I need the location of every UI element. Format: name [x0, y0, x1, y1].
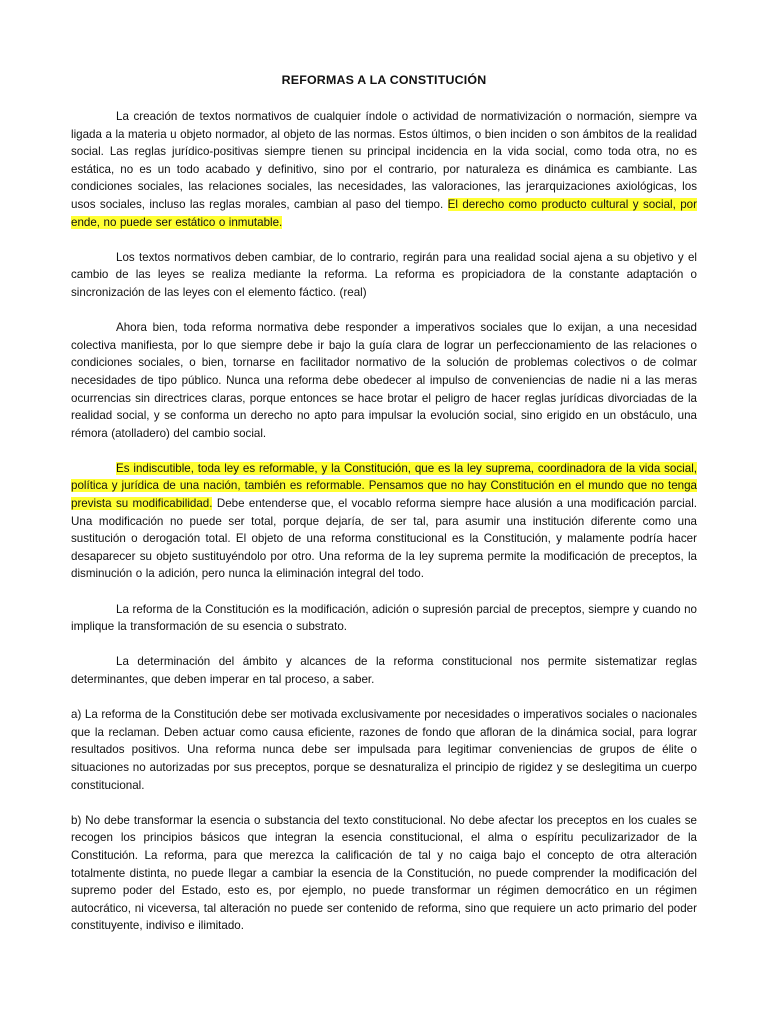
paragraph-1-text: La creación de textos normativos de cualquier índole o actividad de normativización o normación, siempre va ligada a la materia u objeto normador, al objeto de las normas. Estos últimos, o bien inciden o son ámbitos de la realidad social. Las reglas jurídico-positivas siempre tienen su principal incidencia en la vida social, como toda otra, no es estática, no es un todo acabado y definitivo, sino por el contrario, por naturaleza es dinámica es cambiante. Las condiciones sociales, las relaciones sociales, las necesidades, las valoraciones, las jerarquizaciones axiológicas, los usos sociales, incluso las reglas morales, cambian al paso del tiempo. — [71, 110, 697, 211]
list-item-b: b) No debe transformar la esencia o substancia del texto constitucional. No debe afectar los preceptos en los cuales se recogen los principios básicos que integran la esencia constitucional, el alma o espíritu peculizarizador de la Constitución. La reforma, para que merezca la calificación de tal y no caiga bajo el concepto de otra alteración totalmente distinta, no puede llegar a cambiar la esencia de la Constitución, no puede comprender la modificación del supremo poder del Estado, esto es, por ejemplo, no puede transformar un régimen democrático en un régimen autocrático, ni viceversa, tal alteración no puede ser contenido de reforma, sino que requiere un acto primario del poder constituyente, indiviso e ilimitado. — [71, 813, 697, 933]
paragraph-1 — [71, 108, 697, 231]
document-page — [71, 72, 697, 953]
paragraph-6: La determinación del ámbito y alcances de la reforma constitucional nos permite sistematizar reglas determinantes, que deben imperar en tal proceso, a saber. — [71, 655, 697, 686]
document-title: REFORMAS A LA CONSTITUCIÓN — [281, 73, 487, 87]
paragraph-3: Ahora bien, toda reforma normativa debe responder a imperativos sociales que lo exijan, a una necesidad colectiva manifiesta, por lo que siempre debe ir bajo la guía clara de lograr un perfeccionamiento de las relaciones o condiciones sociales, o bien, tornarse en facilitador normativo de la solución de problemas colectivos o de colmar necesidades de tipo público. Nunca una reforma debe obedecer al impulso de conveniencias de nadie ni a las meras ocurrencias sin directrices claras, porque entonces se hace brotar el peligro de hacer reglas jurídicas divorciadas de la realidad social, y se conforma un derecho no apto para impulsar la evolución social, sino erigido en un obstáculo, una rémora (atolladero) del cambio social. — [71, 321, 697, 440]
paragraph-4 — [71, 460, 697, 583]
paragraph-2: Los textos normativos deben cambiar, de lo contrario, regirán para una realidad social ajena a su objetivo y el cambio de las leyes se realiza mediante la reforma. La reforma es propiciadora de la constante adaptación o sincronización de las leyes con el elemento fáctico. (real) — [71, 250, 697, 299]
paragraph-4-highlight: Es indiscutible, toda ley es reformable, y la Constitución, que es la ley suprema, coordinadora de la vida social, política y jurídica de una nación, también es reformable. Pensamos que no hay Constitución en el mundo que no tenga prevista su modificabilidad. — [71, 461, 697, 511]
paragraph-4-text: Debe entenderse que, el vocablo reforma siempre hace alusión a una modificación parcial. Una modificación no puede ser total, porque dejaría, de ser tal, para asumir una institución diferente como una sustitución o derogación total. El objeto de una reforma constitucional es la Constitución, y malamente podría hacer desaparecer su objeto sustituyéndolo por otro. Una reforma de la ley suprema permite la modificación de preceptos, la disminución o la adición, pero nunca la eliminación integral del todo. — [71, 497, 698, 581]
paragraph-5: La reforma de la Constitución es la modificación, adición o supresión parcial de preceptos, siempre y cuando no implique la transformación de su esencia o substrato. — [71, 602, 697, 634]
paragraph-1-highlight: El derecho como producto cultural y social, por ende, no puede ser estático o inmutable. — [71, 197, 697, 229]
list-item-a: a) La reforma de la Constitución debe ser motivada exclusivamente por necesidades o imperativos sociales o nacionales que la reclaman. Deben actuar como causa eficiente, razones de fondo que afloran de la dinámica social, para lograr resultados positivos. Una reforma nunca debe ser impulsada para legitimar conveniencias de grupos de élite o situaciones no autorizadas por sus preceptos, porque se desnaturaliza el principio de rigidez y se deslegitima un cuerpo constitucional. — [71, 708, 697, 792]
